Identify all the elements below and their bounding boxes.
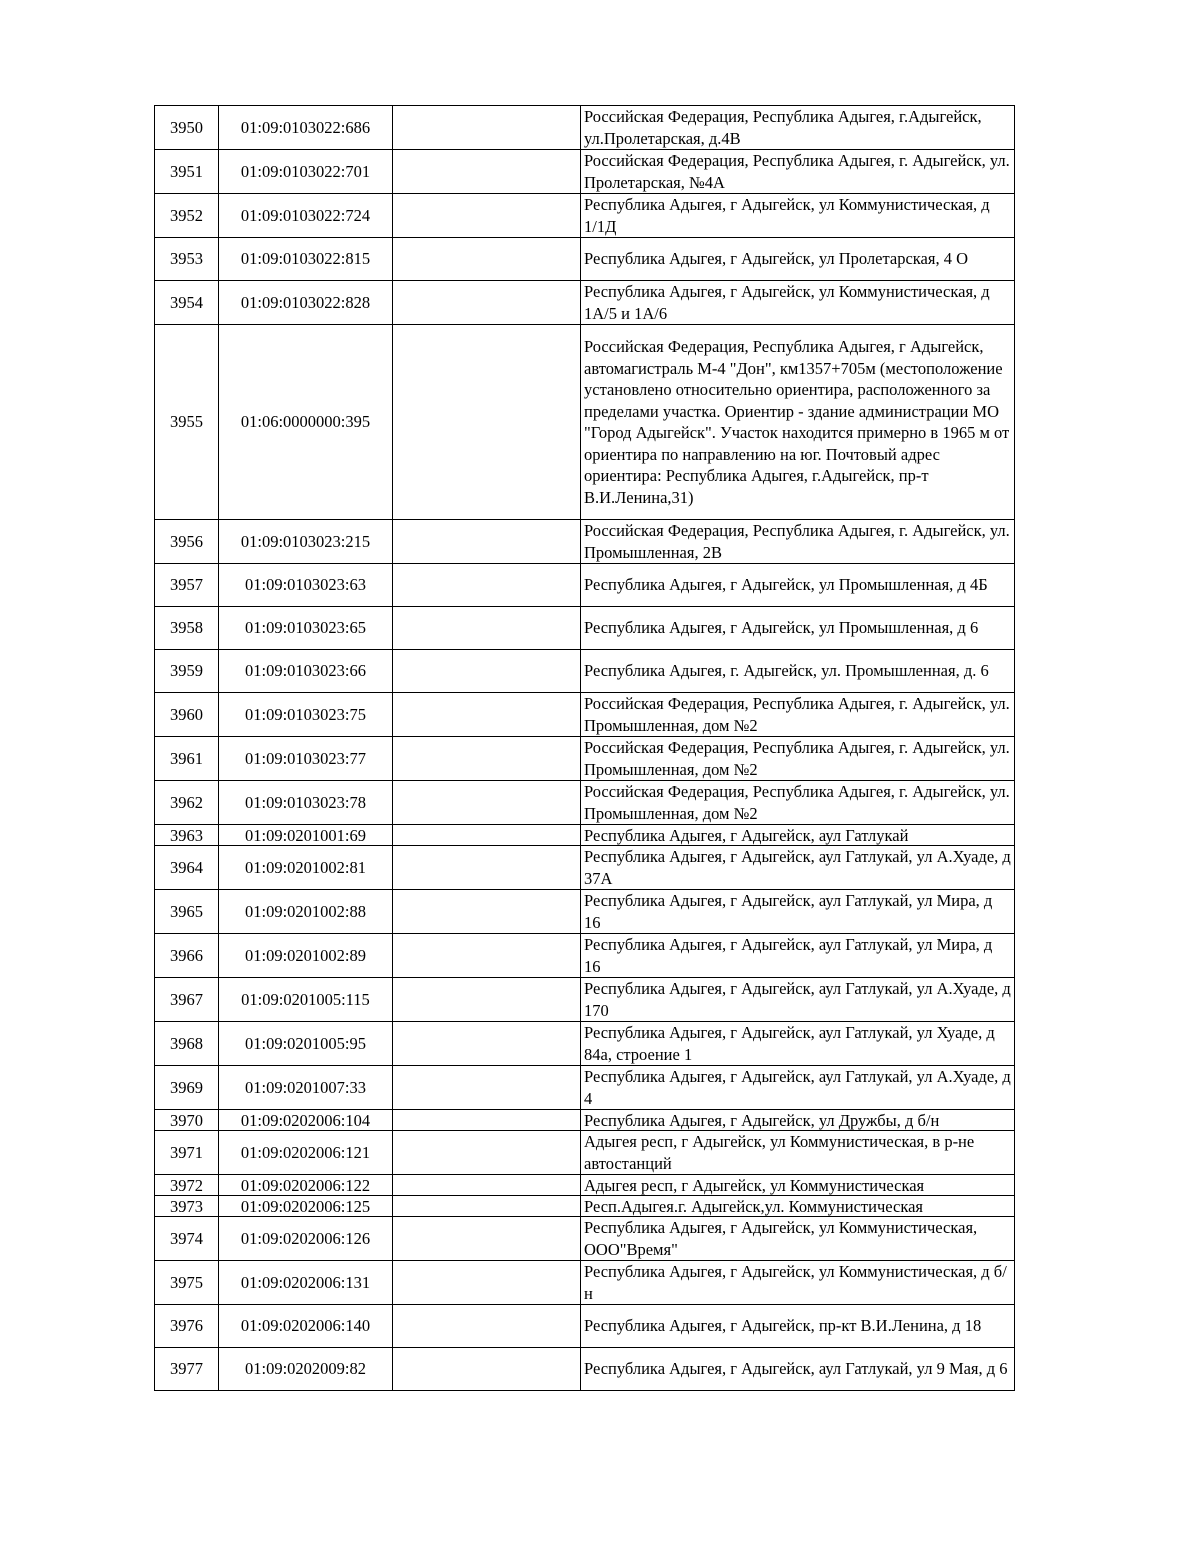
empty-cell [393, 281, 581, 325]
cadastral-number-cell: 01:09:0202006:140 [219, 1305, 393, 1348]
table-row [155, 846, 1015, 890]
address-cell: Республика Адыгея, г Адыгейск, аул Гатлукай, ул Хуаде, д 84а, строение 1 [581, 1022, 1015, 1066]
table-row [155, 1110, 1015, 1131]
row-number-cell: 3969 [155, 1066, 219, 1110]
row-number-cell: 3975 [155, 1261, 219, 1305]
table-row [155, 1348, 1015, 1391]
address-cell: Республика Адыгея, г Адыгейск, ул Коммунистическая, ООО"Время" [581, 1217, 1015, 1261]
row-number-cell: 3970 [155, 1110, 219, 1131]
row-number-cell: 3963 [155, 825, 219, 846]
table-row [155, 106, 1015, 150]
table-row [155, 150, 1015, 194]
cadastral-number-cell: 01:09:0202006:104 [219, 1110, 393, 1131]
cadastral-number-cell: 01:06:0000000:395 [219, 325, 393, 520]
row-number-cell: 3968 [155, 1022, 219, 1066]
address-cell: Республика Адыгея, г Адыгейск, аул Гатлукай, ул А.Хуаде, д 170 [581, 978, 1015, 1022]
empty-cell [393, 1261, 581, 1305]
table-row [155, 1196, 1015, 1217]
cadastral-number-cell: 01:09:0103023:77 [219, 737, 393, 781]
row-number-cell: 3951 [155, 150, 219, 194]
table-row [155, 1131, 1015, 1175]
table-row [155, 325, 1015, 520]
address-cell: Республика Адыгея, г Адыгейск, ул Коммунистическая, д б/н [581, 1261, 1015, 1305]
address-cell: Республика Адыгея, г Адыгейск, ул Коммунистическая, д 1/1Д [581, 194, 1015, 238]
table-row [155, 564, 1015, 607]
empty-cell [393, 890, 581, 934]
cadastral-number-cell: 01:09:0103022:686 [219, 106, 393, 150]
empty-cell [393, 194, 581, 238]
address-cell: Республика Адыгея, г Адыгейск, пр-кт В.И.Ленина, д 18 [581, 1305, 1015, 1348]
row-number-cell: 3974 [155, 1217, 219, 1261]
table-row [155, 1305, 1015, 1348]
table-row [155, 737, 1015, 781]
cadastral-number-cell: 01:09:0201005:95 [219, 1022, 393, 1066]
address-cell: Российская Федерация, Республика Адыгея, г. Адыгейск, ул. Промышленная, дом №2 [581, 781, 1015, 825]
row-number-cell: 3971 [155, 1131, 219, 1175]
row-number-cell: 3952 [155, 194, 219, 238]
empty-cell [393, 106, 581, 150]
row-number-cell: 3967 [155, 978, 219, 1022]
empty-cell [393, 1066, 581, 1110]
address-cell: Республика Адыгея, г Адыгейск, аул Гатлукай [581, 825, 1015, 846]
empty-cell [393, 846, 581, 890]
address-cell: Российская Федерация, Республика Адыгея, г.Адыгейск, ул.Пролетарская, д.4В [581, 106, 1015, 150]
empty-cell [393, 520, 581, 564]
cadastral-number-cell: 01:09:0103022:828 [219, 281, 393, 325]
cadastral-number-cell: 01:09:0103023:78 [219, 781, 393, 825]
cadastral-number-cell: 01:09:0201005:115 [219, 978, 393, 1022]
empty-cell [393, 1305, 581, 1348]
cadastral-number-cell: 01:09:0103023:66 [219, 650, 393, 693]
cadastral-number-cell: 01:09:0202009:82 [219, 1348, 393, 1391]
empty-cell [393, 1175, 581, 1196]
row-number-cell: 3965 [155, 890, 219, 934]
empty-cell [393, 693, 581, 737]
empty-cell [393, 325, 581, 520]
table-row [155, 781, 1015, 825]
address-cell: Российская Федерация, Республика Адыгея, г Адыгейск, автомагистраль М-4 "Дон", км1357+705м (местоположение установлено относительно ориентира, расположенного за пределами участка. Ориентир - здание администрации МО "Город Адыгейск". Участок находится примерно в 1965 м от ориентира по направлению на юг. Почтовый адрес ориентира: Республика Адыгея, г.Адыгейск, пр-т В.И.Ленина,31) [581, 325, 1015, 520]
address-cell: Респ.Адыгея.г. Адыгейск,ул. Коммунистическая [581, 1196, 1015, 1217]
table-row [155, 825, 1015, 846]
cadastral-number-cell: 01:09:0201001:69 [219, 825, 393, 846]
row-number-cell: 3950 [155, 106, 219, 150]
row-number-cell: 3962 [155, 781, 219, 825]
address-cell: Российская Федерация, Республика Адыгея, г. Адыгейск, ул. Пролетарская, №4А [581, 150, 1015, 194]
address-cell: Российская Федерация, Республика Адыгея, г. Адыгейск, ул. Промышленная, 2В [581, 520, 1015, 564]
row-number-cell: 3972 [155, 1175, 219, 1196]
empty-cell [393, 238, 581, 281]
cadastral-number-cell: 01:09:0201002:81 [219, 846, 393, 890]
address-cell: Республика Адыгея, г Адыгейск, аул Гатлукай, ул Мира, д 16 [581, 890, 1015, 934]
table-row [155, 890, 1015, 934]
address-cell: Республика Адыгея, г Адыгейск, аул Гатлукай, ул А.Хуаде, д 4 [581, 1066, 1015, 1110]
address-cell: Адыгея респ, г Адыгейск, ул Коммунистическая [581, 1175, 1015, 1196]
cadastral-number-cell: 01:09:0103023:215 [219, 520, 393, 564]
empty-cell [393, 1022, 581, 1066]
cadastral-number-cell: 01:09:0202006:131 [219, 1261, 393, 1305]
row-number-cell: 3973 [155, 1196, 219, 1217]
row-number-cell: 3955 [155, 325, 219, 520]
table-row [155, 194, 1015, 238]
empty-cell [393, 564, 581, 607]
address-cell: Российская Федерация, Республика Адыгея, г. Адыгейск, ул. Промышленная, дом №2 [581, 737, 1015, 781]
table-row [155, 1261, 1015, 1305]
row-number-cell: 3956 [155, 520, 219, 564]
row-number-cell: 3959 [155, 650, 219, 693]
row-number-cell: 3961 [155, 737, 219, 781]
empty-cell [393, 150, 581, 194]
cadastral-number-cell: 01:09:0201002:89 [219, 934, 393, 978]
table-row [155, 281, 1015, 325]
empty-cell [393, 1217, 581, 1261]
address-cell: Адыгея респ, г Адыгейск, ул Коммунистическая, в р-не автостанций [581, 1131, 1015, 1175]
cadastral-number-cell: 01:09:0103022:724 [219, 194, 393, 238]
empty-cell [393, 1348, 581, 1391]
table-row [155, 1217, 1015, 1261]
row-number-cell: 3958 [155, 607, 219, 650]
address-cell: Республика Адыгея, г Адыгейск, ул Коммунистическая, д 1А/5 и 1А/6 [581, 281, 1015, 325]
empty-cell [393, 1196, 581, 1217]
address-cell: Республика Адыгея, г Адыгейск, ул Пролетарская, 4 О [581, 238, 1015, 281]
row-number-cell: 3960 [155, 693, 219, 737]
table-row [155, 607, 1015, 650]
address-cell: Республика Адыгея, г Адыгейск, аул Гатлукай, ул 9 Мая, д 6 [581, 1348, 1015, 1391]
table-row [155, 934, 1015, 978]
table-row [155, 520, 1015, 564]
cadastral-number-cell: 01:09:0202006:126 [219, 1217, 393, 1261]
table-row [155, 238, 1015, 281]
registry-table-body [155, 106, 1015, 1391]
address-cell: Республика Адыгея, г Адыгейск, аул Гатлукай, ул Мира, д 16 [581, 934, 1015, 978]
table-row [155, 978, 1015, 1022]
cadastral-number-cell: 01:09:0103023:75 [219, 693, 393, 737]
row-number-cell: 3957 [155, 564, 219, 607]
row-number-cell: 3966 [155, 934, 219, 978]
empty-cell [393, 607, 581, 650]
empty-cell [393, 934, 581, 978]
cadastral-number-cell: 01:09:0201007:33 [219, 1066, 393, 1110]
table-row [155, 693, 1015, 737]
table-row [155, 1022, 1015, 1066]
address-cell: Республика Адыгея, г Адыгейск, ул Промышленная, д 6 [581, 607, 1015, 650]
table-row [155, 1175, 1015, 1196]
row-number-cell: 3954 [155, 281, 219, 325]
row-number-cell: 3964 [155, 846, 219, 890]
row-number-cell: 3953 [155, 238, 219, 281]
cadastral-number-cell: 01:09:0201002:88 [219, 890, 393, 934]
empty-cell [393, 650, 581, 693]
empty-cell [393, 737, 581, 781]
address-cell: Республика Адыгея, г. Адыгейск, ул. Промышленная, д. 6 [581, 650, 1015, 693]
empty-cell [393, 1110, 581, 1131]
empty-cell [393, 825, 581, 846]
row-number-cell: 3977 [155, 1348, 219, 1391]
address-cell: Республика Адыгея, г Адыгейск, ул Промышленная, д 4Б [581, 564, 1015, 607]
row-number-cell: 3976 [155, 1305, 219, 1348]
registry-table [154, 105, 1015, 1391]
cadastral-number-cell: 01:09:0202006:121 [219, 1131, 393, 1175]
table-row [155, 650, 1015, 693]
cadastral-number-cell: 01:09:0103023:65 [219, 607, 393, 650]
cadastral-number-cell: 01:09:0103022:815 [219, 238, 393, 281]
address-cell: Российская Федерация, Республика Адыгея, г. Адыгейск, ул. Промышленная, дом №2 [581, 693, 1015, 737]
address-cell: Республика Адыгея, г Адыгейск, аул Гатлукай, ул А.Хуаде, д 37А [581, 846, 1015, 890]
table-row [155, 1066, 1015, 1110]
cadastral-number-cell: 01:09:0103022:701 [219, 150, 393, 194]
address-cell: Республика Адыгея, г Адыгейск, ул Дружбы, д б/н [581, 1110, 1015, 1131]
empty-cell [393, 781, 581, 825]
empty-cell [393, 1131, 581, 1175]
empty-cell [393, 978, 581, 1022]
cadastral-number-cell: 01:09:0202006:122 [219, 1175, 393, 1196]
cadastral-number-cell: 01:09:0103023:63 [219, 564, 393, 607]
cadastral-number-cell: 01:09:0202006:125 [219, 1196, 393, 1217]
